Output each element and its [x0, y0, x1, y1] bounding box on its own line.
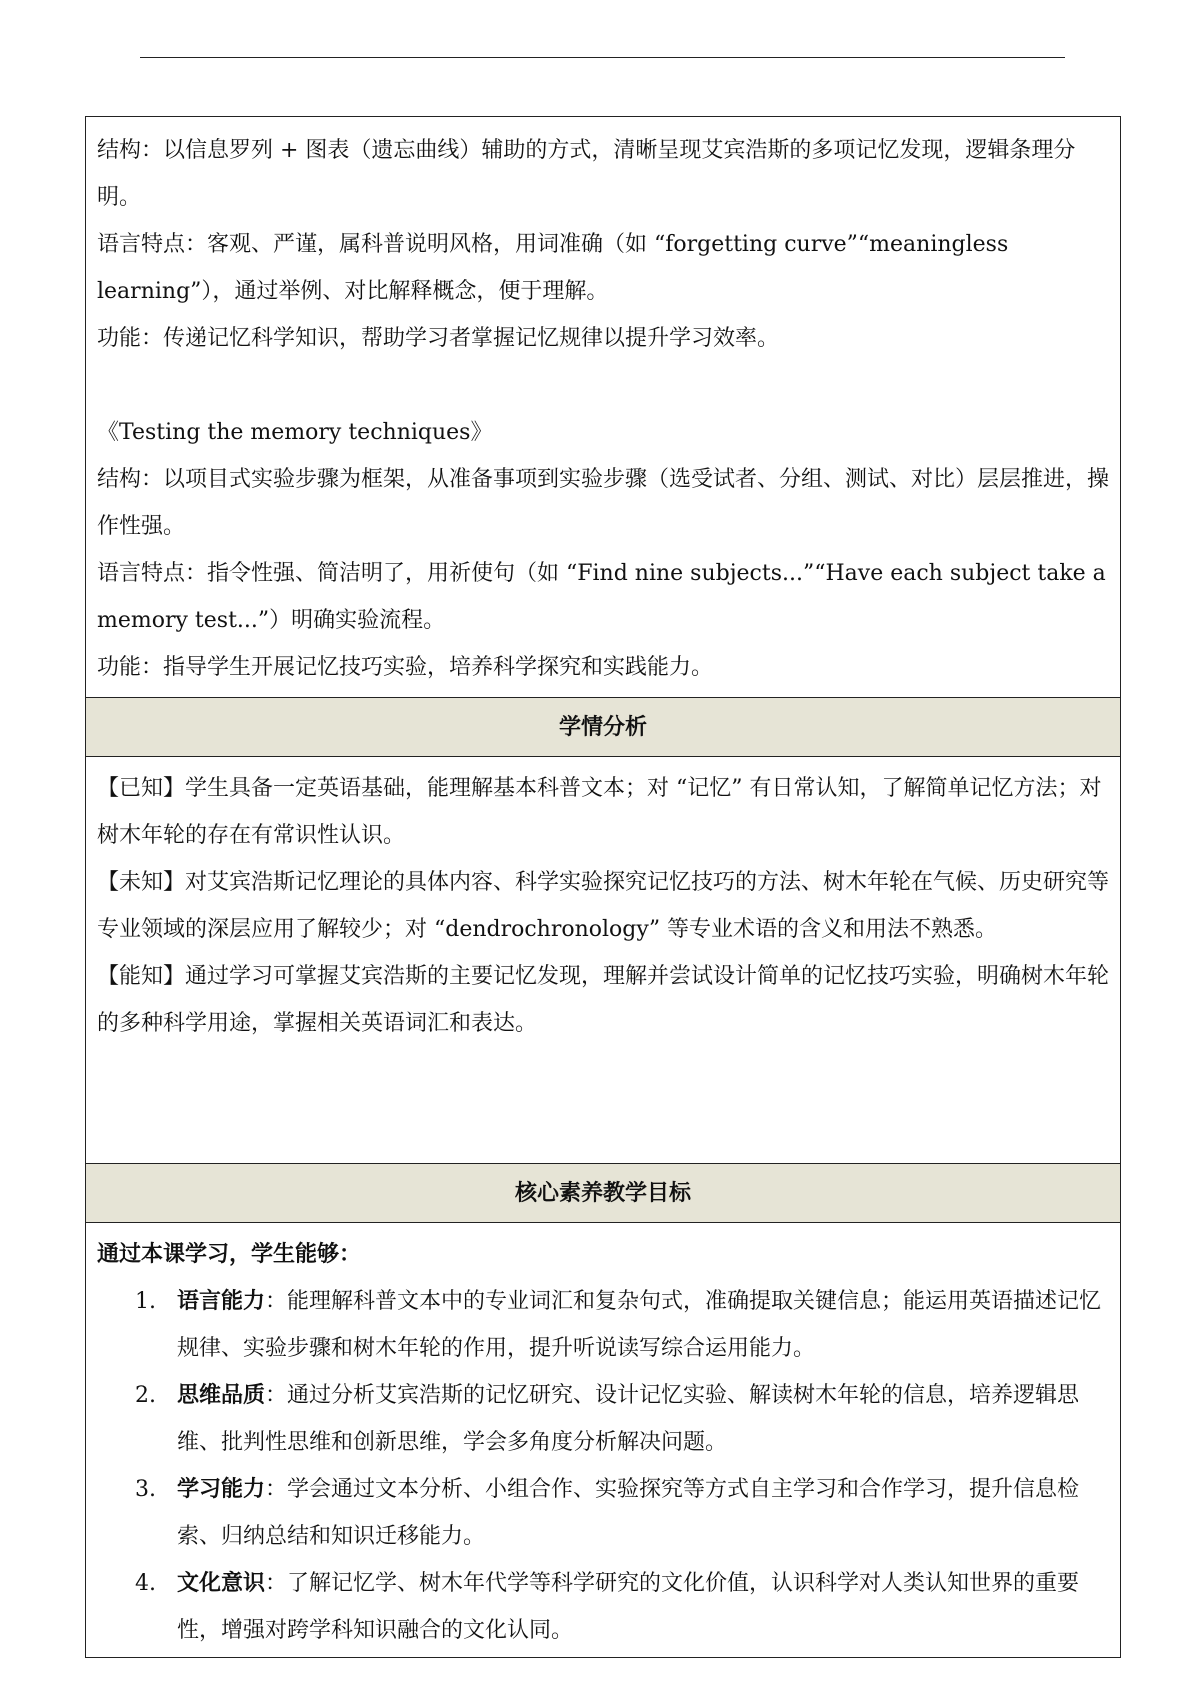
goal-number: 3. [135, 1477, 156, 1502]
goal-item [97, 1560, 1110, 1654]
goal-term: 学习能力 [177, 1476, 266, 1502]
goal-term: 思维品质 [177, 1382, 266, 1408]
memory-structure-text: 结构：以信息罗列 + 图表（遗忘曲线）辅助的方式，清晰呈现艾宾浩斯的多项记忆发现，逻辑条理分明。 [97, 138, 1076, 210]
header-rule [140, 57, 1065, 58]
goal-number: 2. [135, 1383, 156, 1408]
goal-item [97, 1466, 1110, 1560]
can-know-text: 【能知】通过学习可掌握艾宾浩斯的主要记忆发现，理解并尝试设计简单的记忆技巧实验，明确树木年轮的多种科学用途，掌握相关英语词汇和表达。 [97, 964, 1110, 1036]
goal-text: ：能理解科普文本中的专业词汇和复杂句式，准确提取关键信息；能运用英语描述记忆规律、实验步骤和树木年轮的作用，提升听说读写综合运用能力。 [177, 1289, 1102, 1361]
testing-language-text: 语言特点：指令性强、简洁明了，用祈使句（如 “Find nine subjects...”“Have each subject take a memory test...”）明确实验流程。 [97, 561, 1106, 633]
goal-term: 语言能力 [177, 1288, 266, 1314]
goal-item [97, 1278, 1110, 1372]
goals-intro: 通过本课学习，学生能够： [97, 1241, 362, 1267]
spacer [97, 362, 1110, 409]
goal-text: ：学会通过文本分析、小组合作、实验探究等方式自主学习和合作学习，提升信息检索、归纳总结和知识迁移能力。 [177, 1477, 1080, 1549]
testing-structure-text: 结构：以项目式实验步骤为框架，从准备事项到实验步骤（选受试者、分组、测试、对比）层层推进，操作性强。 [97, 467, 1110, 539]
text-analysis-cell [86, 117, 1120, 698]
goal-text: ：了解记忆学、树木年代学等科学研究的文化价值，认识科学对人类认知世界的重要性，增强对跨学科知识融合的文化认同。 [177, 1571, 1080, 1643]
goal-item [97, 1372, 1110, 1466]
student-analysis-cell [86, 757, 1120, 1164]
goal-number: 4. [135, 1571, 156, 1596]
testing-function-text: 功能：指导学生开展记忆技巧实验，培养科学探究和实践能力。 [97, 655, 714, 680]
core-goals-heading: 核心素养教学目标 [86, 1164, 1120, 1223]
known-text: 【已知】学生具备一定英语基础，能理解基本科普文本；对 “记忆” 有日常认知，了解简单记忆方法；对树木年轮的存在有常识性认识。 [97, 776, 1102, 848]
testing-article-title: 《Testing the memory techniques》 [97, 420, 493, 445]
memory-language-text: 语言特点：客观、严谨，属科普说明风格，用词准确（如 “forgetting curve”“meaningless learning”），通过举例、对比解释概念，便于理解。 [97, 232, 1009, 304]
unknown-text: 【未知】对艾宾浩斯记忆理论的具体内容、科学实验探究记忆技巧的方法、树木年轮在气候、历史研究等专业领域的深层应用了解较少；对 “dendrochronology” 等专业术语的含义和用法不熟悉。 [97, 870, 1110, 942]
goal-number: 1. [135, 1289, 156, 1314]
goals-list [97, 1278, 1110, 1654]
lesson-plan-table [85, 116, 1121, 1658]
goal-term: 文化意识 [177, 1570, 266, 1596]
core-goals-cell [86, 1223, 1120, 1657]
student-analysis-heading: 学情分析 [86, 698, 1120, 757]
memory-function-text: 功能：传递记忆科学知识，帮助学习者掌握记忆规律以提升学习效率。 [97, 326, 780, 351]
goal-text: ：通过分析艾宾浩斯的记忆研究、设计记忆实验、解读树木年轮的信息，培养逻辑思维、批判性思维和创新思维，学会多角度分析解决问题。 [177, 1383, 1080, 1455]
